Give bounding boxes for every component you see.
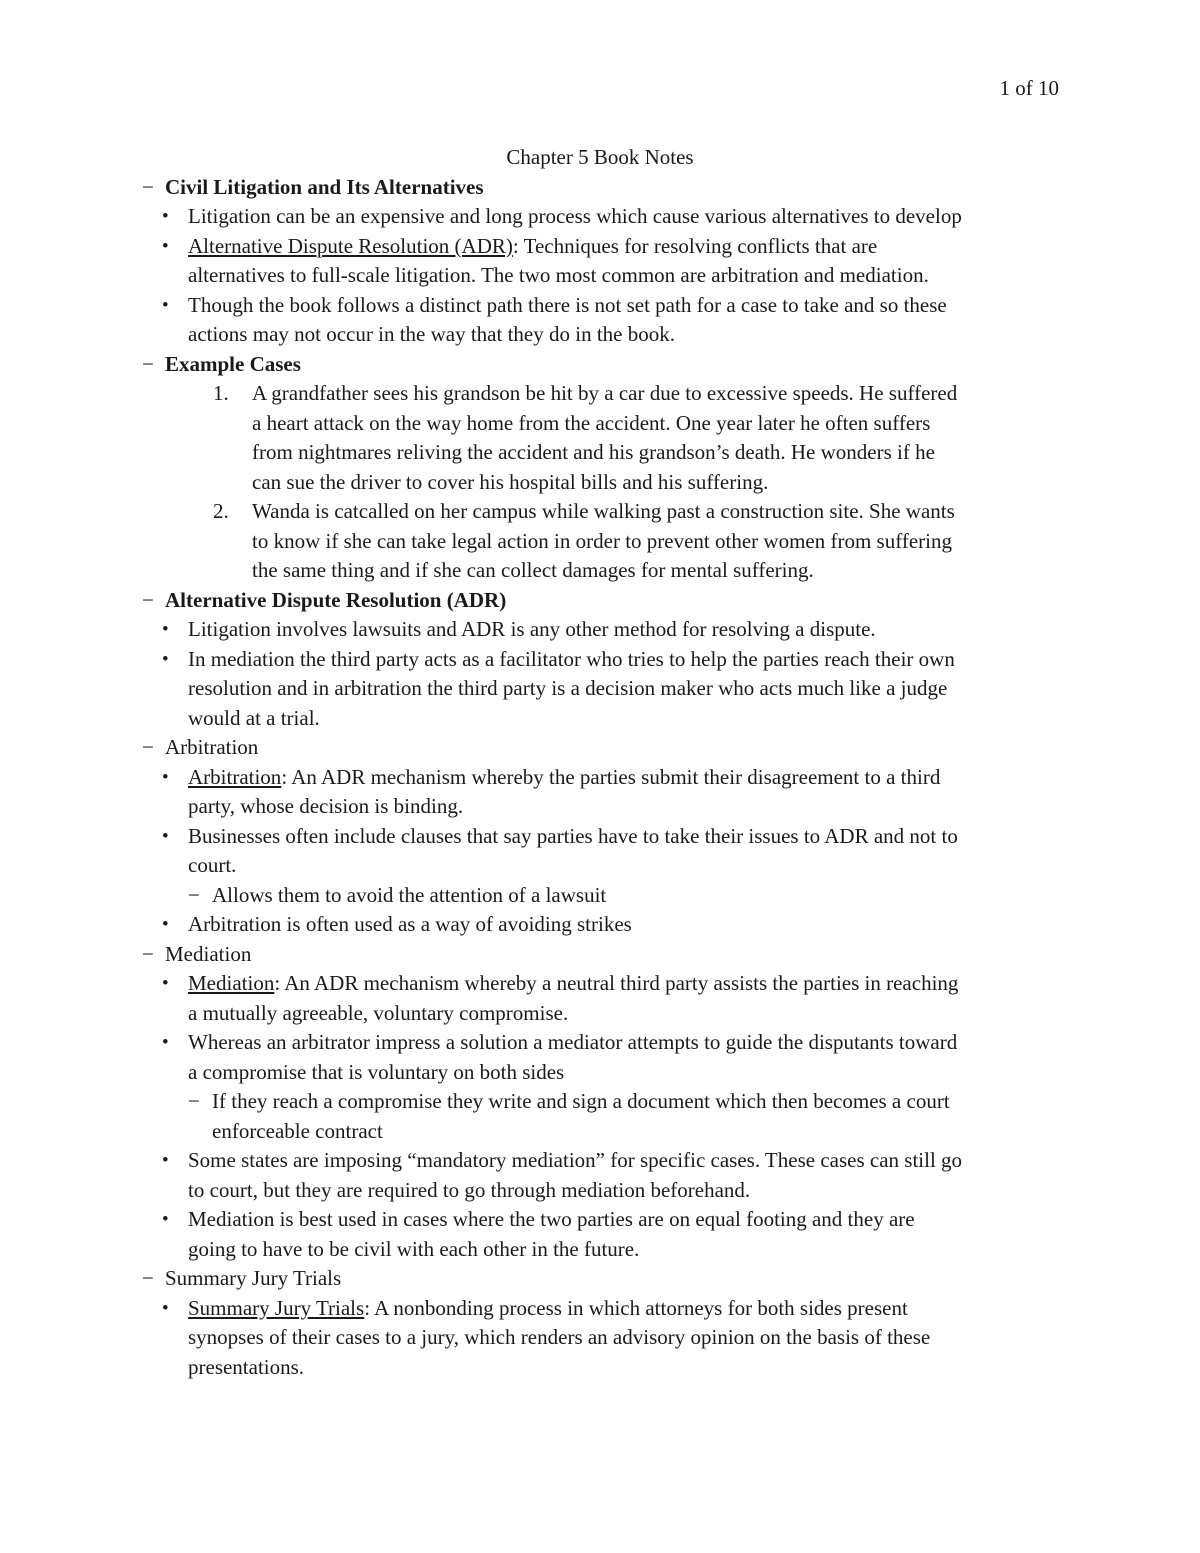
bullet-continuation: to court, but they are required to go through mediation beforehand. [188, 1177, 751, 1202]
section-heading-arbitration: − Arbitration [140, 733, 1060, 763]
bullet-marker: • [162, 1032, 169, 1053]
bullet-item: • Summary Jury Trials: A nonbonding process in which attorneys for both sides present [140, 1294, 1060, 1324]
section-heading-mediation: − Mediation [140, 940, 1060, 970]
bullet-continuation: synopses of their cases to a jury, which renders an advisory opinion on the basis of these [188, 1325, 931, 1349]
bullet-item: • Alternative Dispute Resolution (ADR): Techniques for resolving conflicts that are [140, 232, 1060, 262]
document-title: Chapter 5 Book Notes [506, 145, 694, 169]
dash-marker: − [142, 941, 154, 966]
numbered-item: 1. A grandfather sees his grandson be hit by a car due to excessive speeds. He suffered [140, 379, 1060, 409]
bullet-marker: • [162, 648, 169, 670]
dash-marker: − [188, 1089, 200, 1113]
bullet-marker: • [162, 766, 169, 788]
bullet-marker: • [162, 1150, 169, 1171]
numbered-continuation: to know if she can take legal action in order to prevent other women from suffering [252, 528, 952, 553]
sub-item: − Allows them to avoid the attention of a lawsuit [140, 881, 1060, 911]
dash-marker: − [142, 587, 154, 612]
bullet-marker: • [162, 235, 169, 257]
bullet-continuation: presentations. [188, 1354, 305, 1379]
numbered-item: 2. Wanda is catcalled on her campus while walking past a construction site. She wants [140, 497, 1060, 527]
numbered-continuation: from nightmares reliving the accident and his grandson’s death. He wonders if he [252, 440, 935, 464]
sub-item: − If they reach a compromise they write and sign a document which then becomes a court [140, 1087, 1060, 1117]
dash-marker: − [188, 882, 200, 907]
bullet-item: • Mediation: An ADR mechanism whereby a neutral third party assists the parties in reaching [140, 969, 1060, 999]
bullet-marker: • [162, 914, 169, 935]
bullet-item: • Mediation is best used in cases where the two parties are on equal footing and they are [140, 1205, 1060, 1235]
bullet-item: • Litigation involves lawsuits and ADR is any other method for resolving a dispute. [140, 615, 1060, 645]
bullet-item: • Though the book follows a distinct path there is not set path for a case to take and so these [140, 291, 1060, 321]
bullet-continuation: going to have to be civil with each other in the future. [188, 1236, 640, 1261]
section-heading-adr: − Alternative Dispute Resolution (ADR) [140, 586, 1060, 616]
defined-term: Arbitration [188, 764, 282, 789]
bullet-marker: • [162, 973, 169, 994]
document-body [140, 173, 1060, 1383]
defined-term: Summary Jury Trials [188, 1295, 365, 1320]
bullet-marker: • [162, 619, 169, 640]
bullet-continuation: party, whose decision is binding. [188, 794, 464, 818]
bullet-marker: • [162, 206, 169, 227]
bullet-item: • Arbitration: An ADR mechanism whereby the parties submit their disagreement to a third [140, 763, 1060, 793]
bullet-continuation: resolution and in arbitration the third party is a decision maker who acts much like a judge [188, 676, 948, 700]
bullet-item: • Litigation can be an expensive and long process which cause various alternatives to develop [140, 202, 1060, 232]
bullet-continuation: would at a trial. [188, 705, 320, 730]
bullet-item: • Some states are imposing “mandatory mediation” for specific cases. These cases can still go [140, 1146, 1060, 1176]
bullet-item: • Whereas an arbitrator impress a solution a mediator attempts to guide the disputants toward [140, 1028, 1060, 1058]
bullet-marker: • [162, 1297, 169, 1319]
numbered-continuation: a heart attack on the way home from the accident. One year later he often suffers [252, 410, 931, 435]
dash-marker: − [142, 1266, 154, 1290]
defined-term: Alternative Dispute Resolution (ADR) [188, 233, 513, 258]
dash-marker: − [142, 174, 154, 199]
bullet-marker: • [162, 1209, 169, 1230]
defined-term: Mediation [188, 971, 275, 995]
bullet-item: • In mediation the third party acts as a facilitator who tries to help the parties reach their own [140, 645, 1060, 675]
item-number: 1. [213, 381, 229, 405]
dash-marker: − [142, 351, 154, 376]
bullet-continuation: alternatives to full-scale litigation. The two most common are arbitration and mediation. [188, 263, 929, 287]
page-number: 1 of 10 [999, 76, 1059, 100]
dash-marker: − [142, 735, 154, 759]
section-heading-civil: − Civil Litigation and Its Alternatives [140, 173, 1060, 203]
section-heading-summary-jury-trials: − Summary Jury Trials [140, 1264, 1060, 1294]
numbered-continuation: the same thing and if she can collect damages for mental suffering. [252, 558, 814, 582]
bullet-marker: • [162, 294, 169, 316]
numbered-continuation: can sue the driver to cover his hospital bills and his suffering. [252, 469, 769, 494]
sub-item-continuation: enforceable contract [212, 1118, 383, 1143]
bullet-marker: • [162, 825, 169, 847]
section-heading-examples: − Example Cases [140, 350, 1060, 380]
bullet-continuation: a mutually agreeable, voluntary compromise. [188, 1000, 569, 1025]
bullet-item: • Arbitration is often used as a way of avoiding strikes [140, 910, 1060, 940]
item-number: 2. [213, 499, 229, 523]
bullet-item: • Businesses often include clauses that say parties have to take their issues to ADR and not to [140, 822, 1060, 852]
bullet-continuation: court. [188, 853, 237, 877]
bullet-continuation: a compromise that is voluntary on both sides [188, 1059, 565, 1084]
bullet-continuation: actions may not occur in the way that they do in the book. [188, 322, 675, 346]
